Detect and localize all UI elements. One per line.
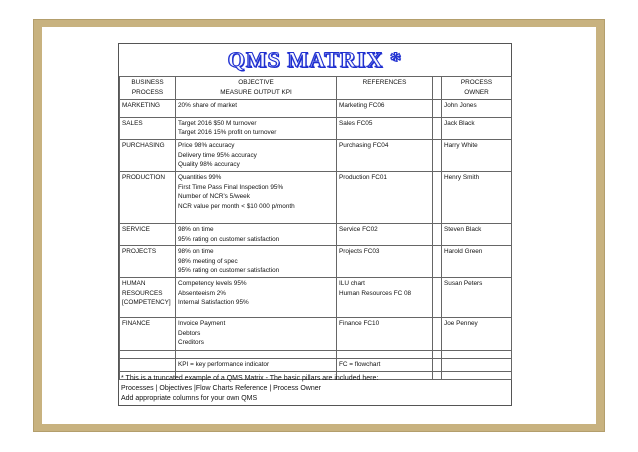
objective-cell-line: NCR value per month < $10 000 p/month xyxy=(178,202,295,210)
footnote-line: Add appropriate columns for your own QMS xyxy=(121,395,258,403)
header-spacer xyxy=(433,77,442,100)
owner-cell xyxy=(442,117,512,139)
objective-cell-line: Debtors xyxy=(178,329,201,337)
references-cell-line: Service FC02 xyxy=(339,225,378,233)
process-cell xyxy=(120,117,176,139)
objective-cell xyxy=(176,171,337,223)
qms-matrix-sheet xyxy=(118,43,512,406)
table-row xyxy=(120,317,512,350)
header-owner-line: PROCESS xyxy=(460,79,493,86)
footnote-line: * This is a truncated example of a QMS Matrix - The basic pillars are included here: xyxy=(121,375,379,382)
objective-cell-line: 20% share of market xyxy=(178,101,237,109)
process-cell-line: PURCHASING xyxy=(122,142,165,150)
table-row xyxy=(120,117,512,139)
references-cell-line: Projects FC03 xyxy=(339,248,380,256)
title-row xyxy=(119,44,511,77)
header-objective-line: OBJECTIVE xyxy=(238,79,274,86)
spacer-cell xyxy=(433,171,442,223)
empty-row xyxy=(120,350,512,358)
spacer-cell xyxy=(337,350,433,358)
references-cell-line: Human Resources FC 08 xyxy=(339,289,412,297)
table-row xyxy=(120,171,512,223)
objective-cell-line: First Time Pass Final Inspection 95% xyxy=(178,183,284,191)
references-cell xyxy=(337,246,433,278)
owner-cell xyxy=(442,171,512,223)
objective-cell-line: 95% rating on customer satisfaction xyxy=(178,235,280,243)
owner-cell-line: Joe Penney xyxy=(444,319,478,327)
process-cell-line: FINANCE xyxy=(122,319,151,327)
process-cell-line: RESOURCES xyxy=(122,289,163,297)
process-cell xyxy=(120,277,176,317)
header-process xyxy=(120,77,176,100)
process-cell xyxy=(120,171,176,223)
objective-cell-line: Quantities 99% xyxy=(178,173,222,181)
owner-cell xyxy=(442,277,512,317)
objective-cell-line: Competency levels 95% xyxy=(178,279,247,287)
objective-cell xyxy=(176,317,337,350)
owner-cell-line: Henry Smith xyxy=(444,173,480,181)
objective-cell-line: Absenteeism 2% xyxy=(178,289,226,297)
objective-cell-line: 98% meeting of spec xyxy=(178,257,238,265)
spacer-cell xyxy=(442,350,512,358)
owner-cell-line: Susan Peters xyxy=(444,279,483,287)
footnote xyxy=(119,371,511,406)
references-cell-line: ILU chart xyxy=(339,279,365,287)
objective-cell-line: Creditors xyxy=(178,339,204,347)
table-row xyxy=(120,99,512,117)
legend-row xyxy=(120,358,512,371)
spacer-cell xyxy=(176,350,337,358)
header-references-line: REFERENCES xyxy=(362,79,407,86)
process-cell-line: MARKETING xyxy=(122,101,160,109)
header-process-line: BUSINESS xyxy=(131,79,164,86)
owner-cell-line: John Jones xyxy=(444,101,477,109)
references-cell xyxy=(337,223,433,245)
spacer-cell xyxy=(433,99,442,117)
spacer-cell xyxy=(433,223,442,245)
matrix-title: QMS MATRIX * xyxy=(227,47,403,72)
header-process-line: PROCESS xyxy=(131,88,164,96)
objective-cell xyxy=(176,99,337,117)
objective-cell-line: Number of NCR's 5/week xyxy=(178,193,250,201)
process-cell xyxy=(120,246,176,278)
header-owner xyxy=(442,77,512,100)
spacer-cell xyxy=(433,117,442,139)
process-cell xyxy=(120,140,176,172)
references-cell-line: Production FC01 xyxy=(339,173,387,181)
references-cell-line: Purchasing FC04 xyxy=(339,142,389,150)
objective-cell-line: Target 2016 15% profit on turnover xyxy=(178,129,277,137)
header-objective xyxy=(176,77,337,100)
references-cell xyxy=(337,117,433,139)
owner-cell-line: Steven Black xyxy=(444,225,482,233)
objective-cell-line: 98% on time xyxy=(178,248,214,256)
owner-cell-line: Jack Black xyxy=(444,119,475,127)
legend-fc: FC = flowchart xyxy=(337,358,433,371)
process-cell-line: PRODUCTION xyxy=(122,173,165,181)
process-cell-line: SALES xyxy=(122,119,143,127)
references-cell xyxy=(337,317,433,350)
slide-paper xyxy=(42,27,596,424)
references-cell xyxy=(337,171,433,223)
objective-cell xyxy=(176,246,337,278)
footnote-line: Processes | Objectives |Flow Charts Reference | Process Owner xyxy=(121,385,321,393)
owner-cell xyxy=(442,317,512,350)
objective-cell xyxy=(176,140,337,172)
objective-cell-line: Price 98% accuracy xyxy=(178,142,235,150)
process-cell-line: SERVICE xyxy=(122,225,150,233)
process-cell xyxy=(120,99,176,117)
spacer-cell xyxy=(433,317,442,350)
process-cell xyxy=(120,317,176,350)
process-cell-line: PROJECTS xyxy=(122,248,157,256)
header-references xyxy=(337,77,433,100)
spacer-cell xyxy=(120,350,176,358)
objective-cell xyxy=(176,117,337,139)
references-cell xyxy=(337,277,433,317)
header-objective-line: MEASURE OUTPUT KPI xyxy=(220,88,292,96)
objective-cell-line: Target 2016 $50 M turnover xyxy=(178,119,257,127)
spacer-cell xyxy=(433,277,442,317)
owner-cell xyxy=(442,246,512,278)
spacer-cell xyxy=(433,358,442,371)
owner-cell-line: Harry White xyxy=(444,142,478,150)
objective-cell-line: Delivery time 95% accuracy xyxy=(178,151,257,159)
references-cell xyxy=(337,140,433,172)
owner-cell xyxy=(442,140,512,172)
owner-cell-line: Harold Green xyxy=(444,248,483,256)
owner-cell xyxy=(442,223,512,245)
process-cell xyxy=(120,223,176,245)
spacer-cell xyxy=(433,246,442,278)
references-cell-line: Marketing FC06 xyxy=(339,101,385,109)
process-cell-line: [COMPETENCY] xyxy=(122,299,171,307)
objective-cell xyxy=(176,277,337,317)
references-cell-line: Finance FC10 xyxy=(339,319,380,327)
header-row xyxy=(120,77,512,100)
spacer-cell xyxy=(442,358,512,371)
objective-cell-line: Invoice Payment xyxy=(178,319,226,327)
objective-cell-line: 95% rating on customer satisfaction xyxy=(178,267,280,275)
table-row xyxy=(120,277,512,317)
objective-cell-line: 98% on time xyxy=(178,225,214,233)
table-row xyxy=(120,246,512,278)
objective-cell-line: Internal Satisfaction 95% xyxy=(178,299,249,307)
spacer-cell xyxy=(433,350,442,358)
references-cell-line: Sales FC05 xyxy=(339,119,373,127)
owner-cell xyxy=(442,99,512,117)
spacer-cell xyxy=(433,140,442,172)
qms-matrix-table xyxy=(119,76,512,380)
references-cell xyxy=(337,99,433,117)
legend-kpi: KPI = key performance indicator xyxy=(176,358,337,371)
objective-cell-line: Quality 98% accuracy xyxy=(178,161,240,169)
table-row xyxy=(120,140,512,172)
header-owner-line: OWNER xyxy=(464,88,489,96)
objective-cell xyxy=(176,223,337,245)
table-row xyxy=(120,223,512,245)
spacer-cell xyxy=(120,358,176,371)
process-cell-line: HUMAN xyxy=(122,279,146,287)
